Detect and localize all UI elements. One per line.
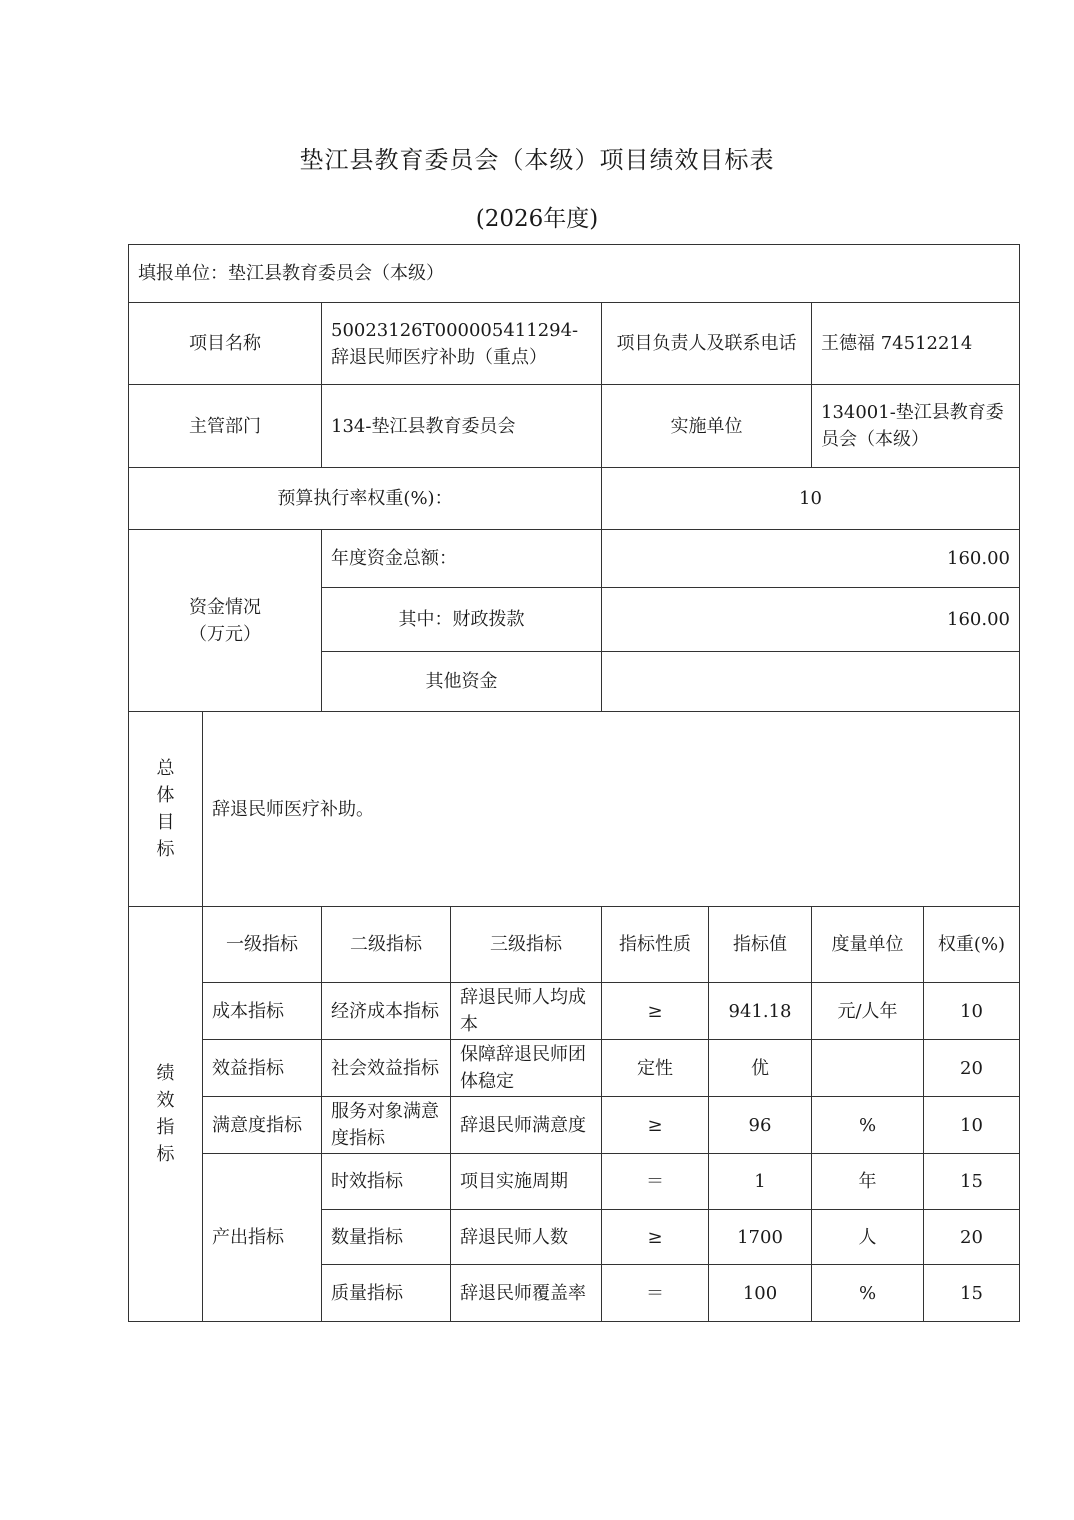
performance-table xyxy=(128,244,1020,1322)
row-weight: 10 xyxy=(924,983,1020,1040)
row-nature: ＝ xyxy=(602,1154,709,1210)
row-l1: 效益指标 xyxy=(203,1040,322,1097)
row-value: 优 xyxy=(709,1040,812,1097)
page-subtitle: (2026年度) xyxy=(475,206,599,232)
header-nature: 指标性质 xyxy=(602,907,709,983)
row-weight: 20 xyxy=(924,1040,1020,1097)
header-value: 指标值 xyxy=(709,907,812,983)
row-l2: 社会效益指标 xyxy=(322,1040,451,1097)
funds-total-label: 年度资金总额： xyxy=(322,530,602,588)
funds-fiscal-label: 其中：财政拨款 xyxy=(322,588,602,652)
header-unit: 度量单位 xyxy=(812,907,924,983)
funds-other-label: 其他资金 xyxy=(322,652,602,712)
row-l1: 产出指标 xyxy=(203,1154,322,1322)
funds-fiscal-value: 160.00 xyxy=(602,588,1020,652)
impl-unit-value: 134001-垫江县教育委员会（本级） xyxy=(812,385,1020,468)
impl-unit-label: 实施单位 xyxy=(602,385,812,468)
table-row xyxy=(129,1040,1020,1097)
header-l1: 一级指标 xyxy=(203,907,322,983)
row-unit: % xyxy=(812,1097,924,1154)
row-l3: 辞退民师人均成本 xyxy=(451,983,602,1040)
table-row xyxy=(129,983,1020,1040)
indicators-label: 绩 效 指 标 xyxy=(129,907,203,1322)
table-row xyxy=(129,1097,1020,1154)
row-nature: 定性 xyxy=(602,1040,709,1097)
funds-label: 资金情况（万元） xyxy=(129,530,322,712)
row-nature: ≥ xyxy=(602,1210,709,1265)
row-weight: 20 xyxy=(924,1210,1020,1265)
row-unit: 人 xyxy=(812,1210,924,1265)
row-unit: % xyxy=(812,1265,924,1322)
funds-total-value: 160.00 xyxy=(602,530,1020,588)
dept-label: 主管部门 xyxy=(129,385,322,468)
row-unit: 元/人年 xyxy=(812,983,924,1040)
row-weight: 15 xyxy=(924,1265,1020,1322)
page-title: 垫江县教育委员会（本级）项目绩效目标表 xyxy=(299,146,775,174)
row-value: 96 xyxy=(709,1097,812,1154)
row-unit: 年 xyxy=(812,1154,924,1210)
row-l1: 成本指标 xyxy=(203,983,322,1040)
row-l2: 服务对象满意度指标 xyxy=(322,1097,451,1154)
row-value: 1 xyxy=(709,1154,812,1210)
row-l3: 辞退民师人数 xyxy=(451,1210,602,1265)
header-l3: 三级指标 xyxy=(451,907,602,983)
row-l2: 数量指标 xyxy=(322,1210,451,1265)
row-value: 941.18 xyxy=(709,983,812,1040)
row-l2: 经济成本指标 xyxy=(322,983,451,1040)
funds-other-value xyxy=(602,652,1020,712)
row-value: 1700 xyxy=(709,1210,812,1265)
project-leader-label: 项目负责人及联系电话 xyxy=(602,303,812,385)
filing-unit: 填报单位：垫江县教育委员会（本级） xyxy=(129,245,1020,303)
row-value: 100 xyxy=(709,1265,812,1322)
budget-weight-value: 10 xyxy=(602,468,1020,530)
project-name-value: 50023126T000005411294-辞退民师医疗补助（重点） xyxy=(322,303,602,385)
project-leader-value: 王德福 74512214 xyxy=(812,303,1020,385)
dept-value: 134-垫江县教育委员会 xyxy=(322,385,602,468)
project-name-label: 项目名称 xyxy=(129,303,322,385)
row-l3: 项目实施周期 xyxy=(451,1154,602,1210)
budget-weight-label: 预算执行率权重(%)： xyxy=(129,468,602,530)
goal-label: 总 体 目 标 xyxy=(129,712,203,907)
row-nature: ≥ xyxy=(602,1097,709,1154)
header-weight: 权重(%) xyxy=(924,907,1020,983)
row-unit xyxy=(812,1040,924,1097)
table-row xyxy=(129,1154,1020,1210)
header-l2: 二级指标 xyxy=(322,907,451,983)
row-weight: 10 xyxy=(924,1097,1020,1154)
row-l2: 时效指标 xyxy=(322,1154,451,1210)
row-l3: 辞退民师满意度 xyxy=(451,1097,602,1154)
row-l3: 保障辞退民师团体稳定 xyxy=(451,1040,602,1097)
row-nature: ≥ xyxy=(602,983,709,1040)
row-l1: 满意度指标 xyxy=(203,1097,322,1154)
row-weight: 15 xyxy=(924,1154,1020,1210)
row-l3: 辞退民师覆盖率 xyxy=(451,1265,602,1322)
goal-text: 辞退民师医疗补助。 xyxy=(203,712,1020,907)
row-l2: 质量指标 xyxy=(322,1265,451,1322)
row-nature: ＝ xyxy=(602,1265,709,1322)
